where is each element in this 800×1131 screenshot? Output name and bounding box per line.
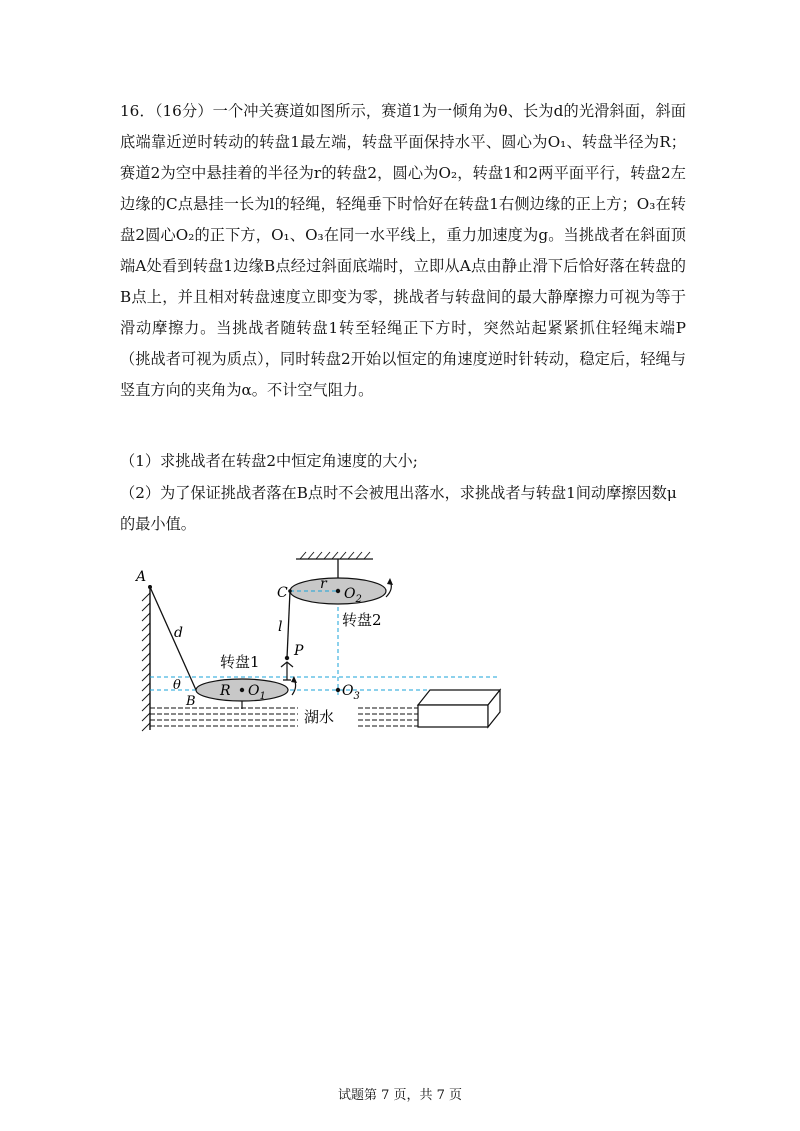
label-B: B [186, 694, 196, 709]
rope [287, 591, 290, 658]
wall-hatch [142, 593, 150, 731]
label-O1-sub: 1 [259, 691, 266, 702]
label-A: A [136, 569, 147, 585]
lake-water [150, 708, 418, 726]
label-d: d [174, 625, 183, 641]
label-O2: O [344, 586, 356, 602]
label-O3: O [342, 683, 354, 699]
label-O2-sub: 2 [355, 594, 362, 605]
question-1: （1）求挑战者在转盘2中恒定角速度的大小; [120, 452, 418, 470]
svg-text:O3 [342, 683, 360, 702]
question-2: （2）为了保证挑战者落在B点时不会被甩出落水，求挑战者与转盘1间动摩擦因数μ的最小值。 [120, 484, 677, 533]
point-O2 [336, 589, 340, 593]
ceiling-hatch [300, 552, 370, 559]
point-O3 [336, 688, 340, 692]
point-A [148, 585, 152, 589]
incline-line [150, 587, 196, 690]
label-r: r [320, 576, 327, 592]
label-O1: O [248, 683, 260, 699]
point-O1 [240, 688, 244, 692]
label-theta: θ [173, 678, 181, 693]
label-disk1: 转盘1 [220, 653, 260, 671]
label-C: C [277, 585, 288, 601]
figure-svg [128, 545, 508, 735]
landing-platform [418, 690, 500, 727]
label-disk2: 转盘2 [342, 611, 382, 629]
label-O3-sub: 3 [353, 691, 360, 702]
physics-figure [128, 545, 508, 735]
problem-stem [120, 96, 686, 406]
label-P: P [294, 643, 304, 659]
page-footer: 试题第 7 页，共 7 页 [337, 1088, 463, 1103]
label-lake: 湖水 [304, 708, 335, 726]
problem-text: 16．（16分）一个冲关赛道如图所示，赛道1为一倾角为θ、长为d的光滑斜面，斜面底端靠近逆时转动的转盘1最左端，转盘平面保持水平、圆心为O₁、转盘半径为R；赛道2为空中悬挂着的半径为r的转盘2，圆心为O₂，转盘1和2两平面平行，转盘2左边缘的C点悬挂一长为l的轻绳，轻绳垂下时恰好在转盘1右侧边缘的正上方；O₃在转盘2圆心O₂的正下方，O₁、O₃在同一水平线上，重力加速度为g。当挑战者在斜面顶端A处看到转盘1边缘B点经过斜面底端时，立即从A点由静止滑下后恰好落在转盘的B点上，并且相对转盘速度立即变为零，挑战者与转盘间的最大静摩擦力可视为等于滑动摩擦力。当挑战者随转盘1转至轻绳正下方时，突然站起紧紧抓住轻绳末端P（挑战者可视为质点），同时转盘2开始以恒定的角速度逆时针转动，稳定后，轻绳与竖直方向的夹角为α。不计空气阻力。 [120, 102, 686, 399]
label-R: R [220, 683, 231, 699]
label-l: l [278, 619, 283, 635]
